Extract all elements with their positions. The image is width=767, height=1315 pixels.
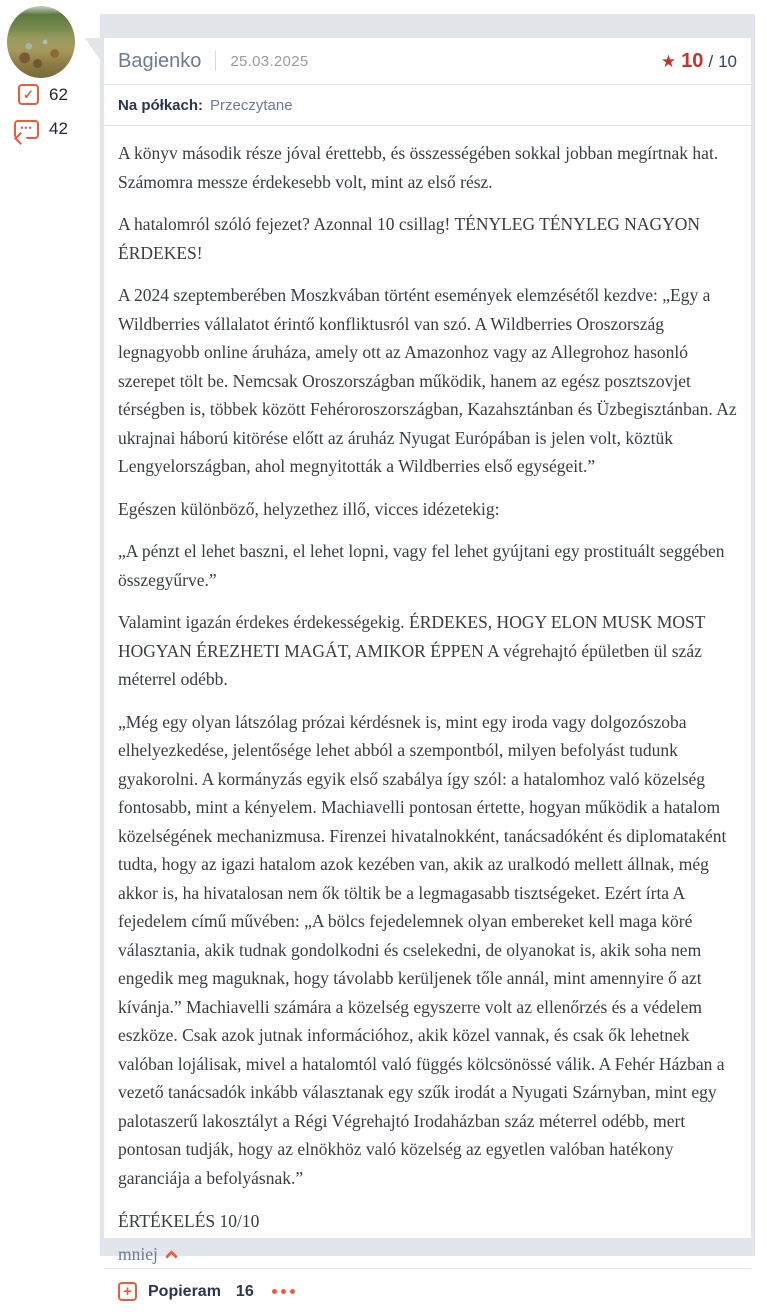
- user-comments-stat[interactable]: [14, 119, 68, 139]
- support-button[interactable]: Popieram: [148, 1282, 221, 1300]
- review-card-body: [104, 38, 751, 1300]
- review-paragraph: „A pénzt el lehet baszni, el lehet lopni, vagy fel lehet gyújtani egy prostituált seggében összegyűrve.”: [118, 541, 725, 590]
- speech-bubble-icon: [14, 120, 39, 139]
- more-options-icon[interactable]: [272, 1289, 295, 1294]
- collapse-link[interactable]: [118, 1240, 741, 1269]
- rating-separator: /: [708, 51, 714, 71]
- shelf-link[interactable]: Przeczytane: [210, 97, 293, 114]
- checklist-icon: ✓: [18, 84, 39, 105]
- review-footer: [104, 1268, 751, 1315]
- rating-summary-line: ÉRTÉKELÉS 10/10: [118, 1211, 260, 1231]
- review-card: [100, 14, 755, 1300]
- shelf-row: [104, 85, 751, 125]
- header-separator: [215, 51, 216, 71]
- review-header: [104, 38, 751, 84]
- username-link[interactable]: Bagienko: [118, 49, 202, 72]
- review-paragraph: A hatalomról szóló fejezet? Azonnal 10 csillag! TÉNYLEG TÉNYLEG NAGYON ÉRDEKES!: [118, 214, 701, 263]
- rating-score: 10: [681, 49, 704, 72]
- review-date: 25.03.2025: [230, 52, 309, 70]
- shelf-label: Na półkach:: [118, 97, 204, 114]
- plus-icon[interactable]: +: [118, 1282, 137, 1301]
- collapse-label: mniej: [118, 1243, 158, 1264]
- support-count: 16: [235, 1282, 254, 1300]
- review-paragraph: Valamint igazán érdekes érdekességekig. ÉRDEKES, HOGY ELON MUSK MOST HOGYAN ÉREZHETI MAGÁT, AMIKOR ÉPPEN A végrehajtó épületben ül száz méterrel odébb.: [118, 612, 706, 689]
- review-text: [104, 126, 751, 1268]
- review-paragraph: „Még egy olyan látszólag prózai kérdésnek is, mint egy iroda vagy dolgozószoba elhelyezkedése, jelentősége lehet abból a szempontból, milyen befolyást tudunk gyakorolni. A kormányzás egyik első szabálya így szól: a hatalomhoz való közelség fontosabb, mint a kényelem. Machiavelli pontosan értette, hogyan működik a hatalom közelségének mechanizmusa. Firenzei hivatalnokként, tanácsadóként és diplomataként tudta, hogy az igazi hatalom azok kezében van, akik az uralkodó mellett állnak, még akkor is, ha hivatalosan nem ők töltik be a legmagasabb tisztségeket. Ezért írta A fejedelem című művében: „A bölcs fejedelemnek olyan embereket kell maga köré választania, akik tudnak gondolkodni és cselekedni, de olyanokat is, akik soha nem engedik meg maguknak, hogy távolabb kerüljenek tőle annál, mint amennyire ő azt kívánja.” Machiavelli számára a közelség egyszerre volt az ellenőrzés és a védelem eszköze. Csak azok jutnak információhoz, akik közel vannak, és csak ők lehetnek valóban lojálisak, mivel a hatalomtól való függés kölcsönössé válik. A Fehér Házban a vezető tanácsadók inkább választanak egy szűk irodát a Nyugati Szárnyban, mint egy palotaszerű lakosztályt a Régi Végrehajtó Irodaházban száz méterrel odébb, mert pontosan tudják, hogy az elnökhöz való közelség az egyetlen valóban hatékony garanciája a befolyásnak.”: [118, 711, 727, 1188]
- star-icon: ★: [660, 51, 677, 71]
- comments-count: 42: [49, 119, 68, 138]
- reviews-count: 62: [49, 84, 68, 104]
- user-reviews-stat[interactable]: [18, 84, 68, 105]
- review-paragraph: A könyv második része jóval érettebb, és összességében sokkal jobban megírtnak hat. Számomra messze érdekesebb volt, mint az első rész.: [118, 143, 719, 192]
- chevron-up-icon: [165, 1250, 178, 1263]
- user-avatar[interactable]: [7, 6, 75, 78]
- review-paragraph: A 2024 szeptemberében Moszkvában történt események elemzésétől kezdve: „Egy a Wildberries vállalatot érintő konfliktusról van szó. A Wildberries Oroszország legnagyobb online áruháza, amely ott az Amazonhoz vagy az Allegrohoz hasonló szerepet tölt be. Nemcsak Oroszországban működik, hanem az egész posztszovjet térségben is, többek között Fehéroroszországban, Kazahsztánban és Üzbegisztánban. Az ukrajnai háború kitörése előtt az áruház Nyugat Európában is jelen volt, köztük Lengyelországban, ahol megnyitották a Wildberries első egységeit.”: [118, 285, 737, 476]
- bubble-dots: •••: [20, 122, 33, 133]
- review-paragraph: Egészen különböző, helyzethez illő, vicces idézetekig:: [118, 498, 500, 519]
- rating-max: 10: [718, 51, 737, 71]
- review-rating: [661, 50, 737, 73]
